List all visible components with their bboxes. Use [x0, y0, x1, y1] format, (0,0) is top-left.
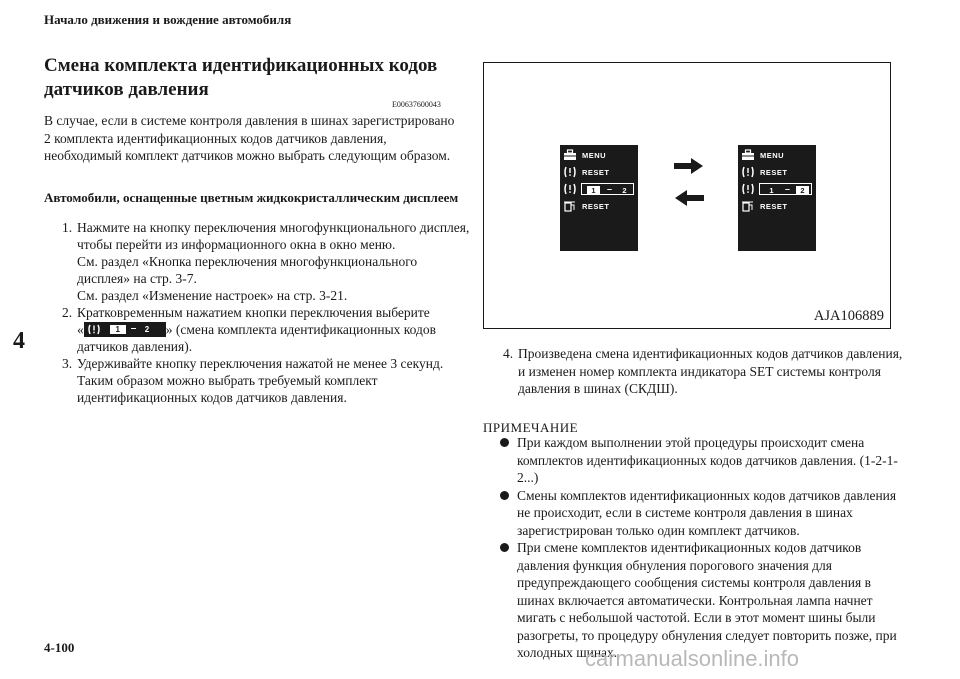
- arrow-right-icon: [674, 157, 704, 175]
- chapter-tab: 4: [13, 328, 25, 354]
- intro-paragraph: В случае, если в системе контроля давления в шинах зарегистрировано 2 комплекта идентификационных кодов датчиков давления, необходимый комплект датчиков можно выбрать следующим образом.: [44, 113, 455, 163]
- fuel-reset-icon: [741, 200, 755, 212]
- page-number: 4-100: [44, 640, 75, 655]
- toolbox-icon: [741, 149, 755, 161]
- note-item: При смене комплектов идентификационных кодов датчиков давления функция обнуления порогового значения для предупреждающего сообщения системы контроля давления в шинах включается автоматически. Контрольная лампа начнет мигать с небольшой частотой. Если в этот момент шины были разогреты, то процедуру обнуления следует повторить позже, при холодных шинах.: [500, 539, 900, 662]
- lcd-display-right: MENU RESET 1 – 2 RESET: [738, 145, 816, 251]
- section-title: Смена комплекта идентификационных кодов датчиков давления: [44, 55, 438, 100]
- watermark: carmanualsonline.info: [585, 646, 800, 671]
- tire-pressure-icon: [741, 166, 755, 178]
- bullet-icon: [500, 543, 509, 552]
- toolbox-icon: [563, 149, 577, 161]
- inline-display-icon: 1 – 2: [84, 322, 166, 337]
- section-code: E00637600043: [392, 100, 441, 109]
- figure-label: AJA106889: [813, 308, 884, 324]
- tire-pressure-icon: [87, 323, 101, 336]
- bullet-icon: [500, 438, 509, 447]
- step-1: 1. Нажмите на кнопку переключения многофункционального дисплея, чтобы перейти из информационного окна в окно меню. См. раздел «Кнопка переключения многофункционального дисплея» на стр. 3-7. См. раздел «Изменение настроек» на стр. 3-21.: [62, 220, 470, 303]
- step-2: 2. Кратковременным нажатием кнопки переключения выберите « 1 – 2 » (смена комплекта идентификационных кодов датчиков давления).: [62, 305, 436, 354]
- fuel-reset-icon: [563, 200, 577, 212]
- tire-pressure-icon: [741, 183, 755, 195]
- notes-list: [500, 434, 900, 662]
- note-heading: ПРИМЕЧАНИЕ: [483, 420, 579, 435]
- running-header: Начало движения и вождение автомобиля: [44, 12, 292, 27]
- step-3: 3. Удерживайте кнопку переключения нажатой не менее 3 секунд. Таким образом можно выбрать требуемый комплект идентификационных кодов датчиков давления.: [62, 356, 444, 405]
- arrow-left-icon: [674, 189, 704, 207]
- figure-display-illustration: [483, 62, 891, 329]
- steps-list: [62, 219, 472, 406]
- selection-frame: 1 – 2: [759, 183, 812, 195]
- lcd-display-left: MENU RESET 1 – 2 RESET: [560, 145, 638, 251]
- note-item: При каждом выполнении этой процедуры происходит смена комплектов идентификационных кодов датчиков давления. (1-2-1-2...): [500, 434, 900, 487]
- subheading: Автомобили, оснащенные цветным жидкокристаллическим дисплеем: [44, 190, 459, 205]
- step-4: 4. Произведена смена идентификационных кодов датчиков давления, и изменен номер комплекта индикатора SET системы контроля давления в шинах (СКДШ).: [503, 346, 903, 396]
- tire-pressure-icon: [563, 183, 577, 195]
- selection-frame: 1 – 2: [581, 183, 634, 195]
- bullet-icon: [500, 491, 509, 500]
- note-item: Смены комплектов идентификационных кодов датчиков давления не происходит, если в системе контроля давления в шинах зарегистрирован только один комплект датчиков.: [500, 487, 900, 540]
- tire-pressure-icon: [563, 166, 577, 178]
